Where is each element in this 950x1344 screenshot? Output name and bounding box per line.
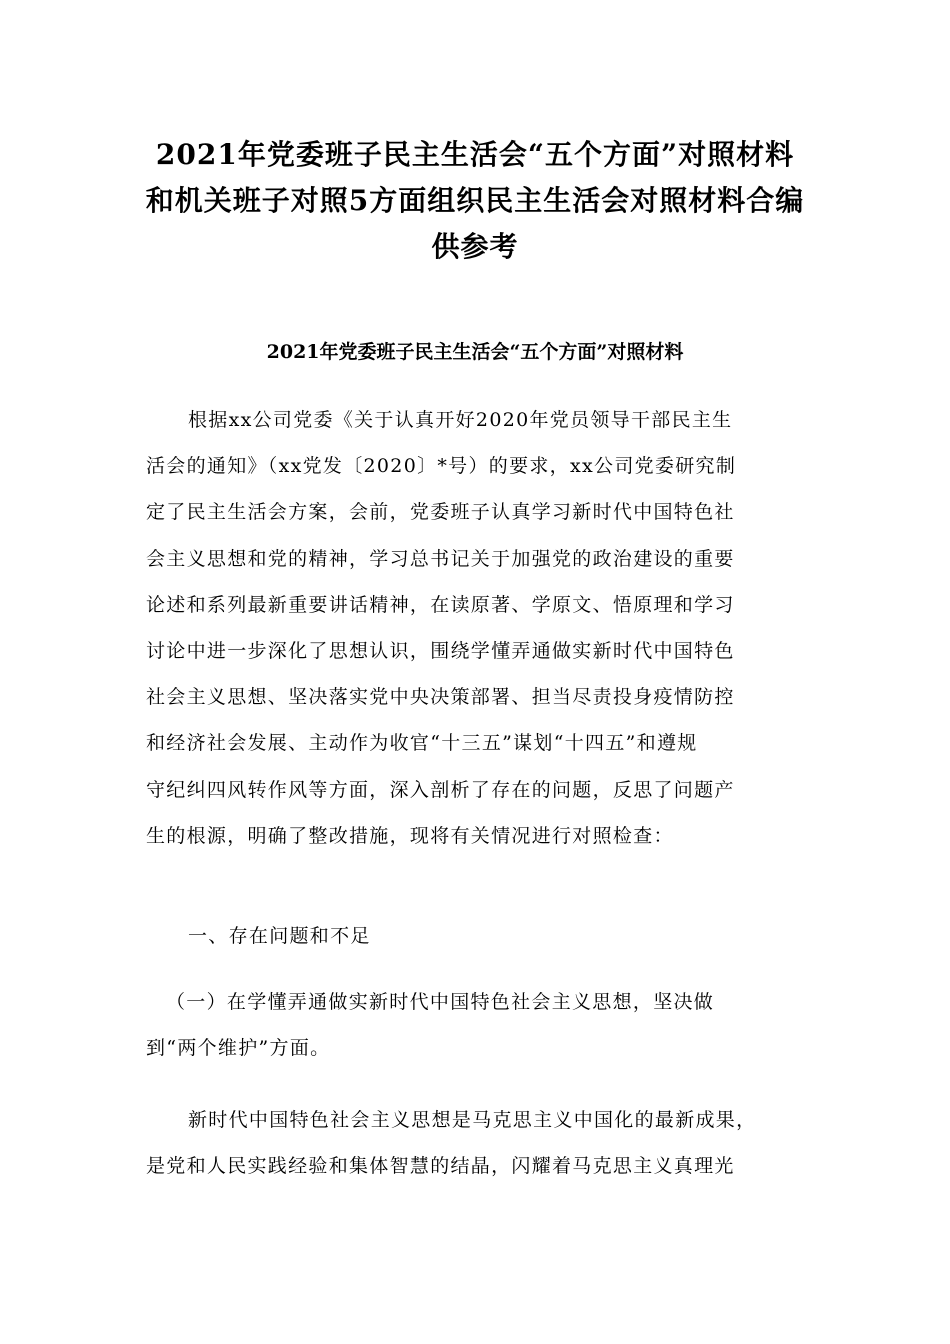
paragraph-line: 定了民主生活会方案，会前，党委班子认真学习新时代中国特色社 [146, 501, 735, 524]
paragraph-line: 论述和系列最新重要讲话精神，在读原著、学原文、悟原理和学习 [146, 593, 735, 616]
document-title [120, 132, 830, 270]
title-line: 2021年党委班子民主生活会“五个方面”对照材料 [155, 138, 795, 171]
subheading-line: （一）在学懂弄通做实新时代中国特色社会主义思想，坚决做 [166, 991, 715, 1013]
subheading-1 [146, 979, 806, 1071]
paragraph-2 [146, 1097, 806, 1189]
paragraph-line: 和经济社会发展、主动作为收官“十三五”谋划“十四五”和遵规 [146, 732, 698, 755]
paragraph-line: 社会主义思想、坚决落实党中央决策部署、担当尽责投身疫情防控 [146, 686, 735, 709]
heading-line: 一、存在问题和不足 [188, 925, 371, 947]
title-line: 供参考 [431, 230, 519, 263]
heading-existing-problems [146, 913, 806, 959]
paragraph-line: 会主义思想和党的精神，学习总书记关于加强党的政治建设的重要 [146, 547, 735, 570]
paragraph-line: 新时代中国特色社会主义思想是马克思主义中国化的最新成果， [188, 1109, 757, 1131]
paragraph-line: 根据xx公司党委《关于认真开好2020年党员领导干部民主生 [188, 409, 733, 431]
paragraph-line: 守纪纠四风转作风等方面，深入剖析了存在的问题，反思了问题产 [146, 778, 735, 801]
subheading-line: 到“两个维护”方面。 [146, 1037, 331, 1060]
section-title: 2021年党委班子民主生活会“五个方面”对照材料 [266, 341, 684, 363]
paragraph-line: 是党和人民实践经验和集体智慧的结晶，闪耀着马克思主义真理光 [146, 1155, 735, 1178]
paragraph-line: 生的根源，明确了整改措施，现将有关情况进行对照检查： [146, 824, 674, 847]
intro-paragraph [146, 397, 806, 859]
title-line: 和机关班子对照5方面组织民主生活会对照材料合编 [145, 184, 805, 217]
paragraph-line: 活会的通知》（xx党发〔2020〕*号）的要求，xx公司党委研究制 [146, 455, 737, 478]
paragraph-line: 讨论中进一步深化了思想认识，围绕学懂弄通做实新时代中国特色 [146, 639, 735, 662]
